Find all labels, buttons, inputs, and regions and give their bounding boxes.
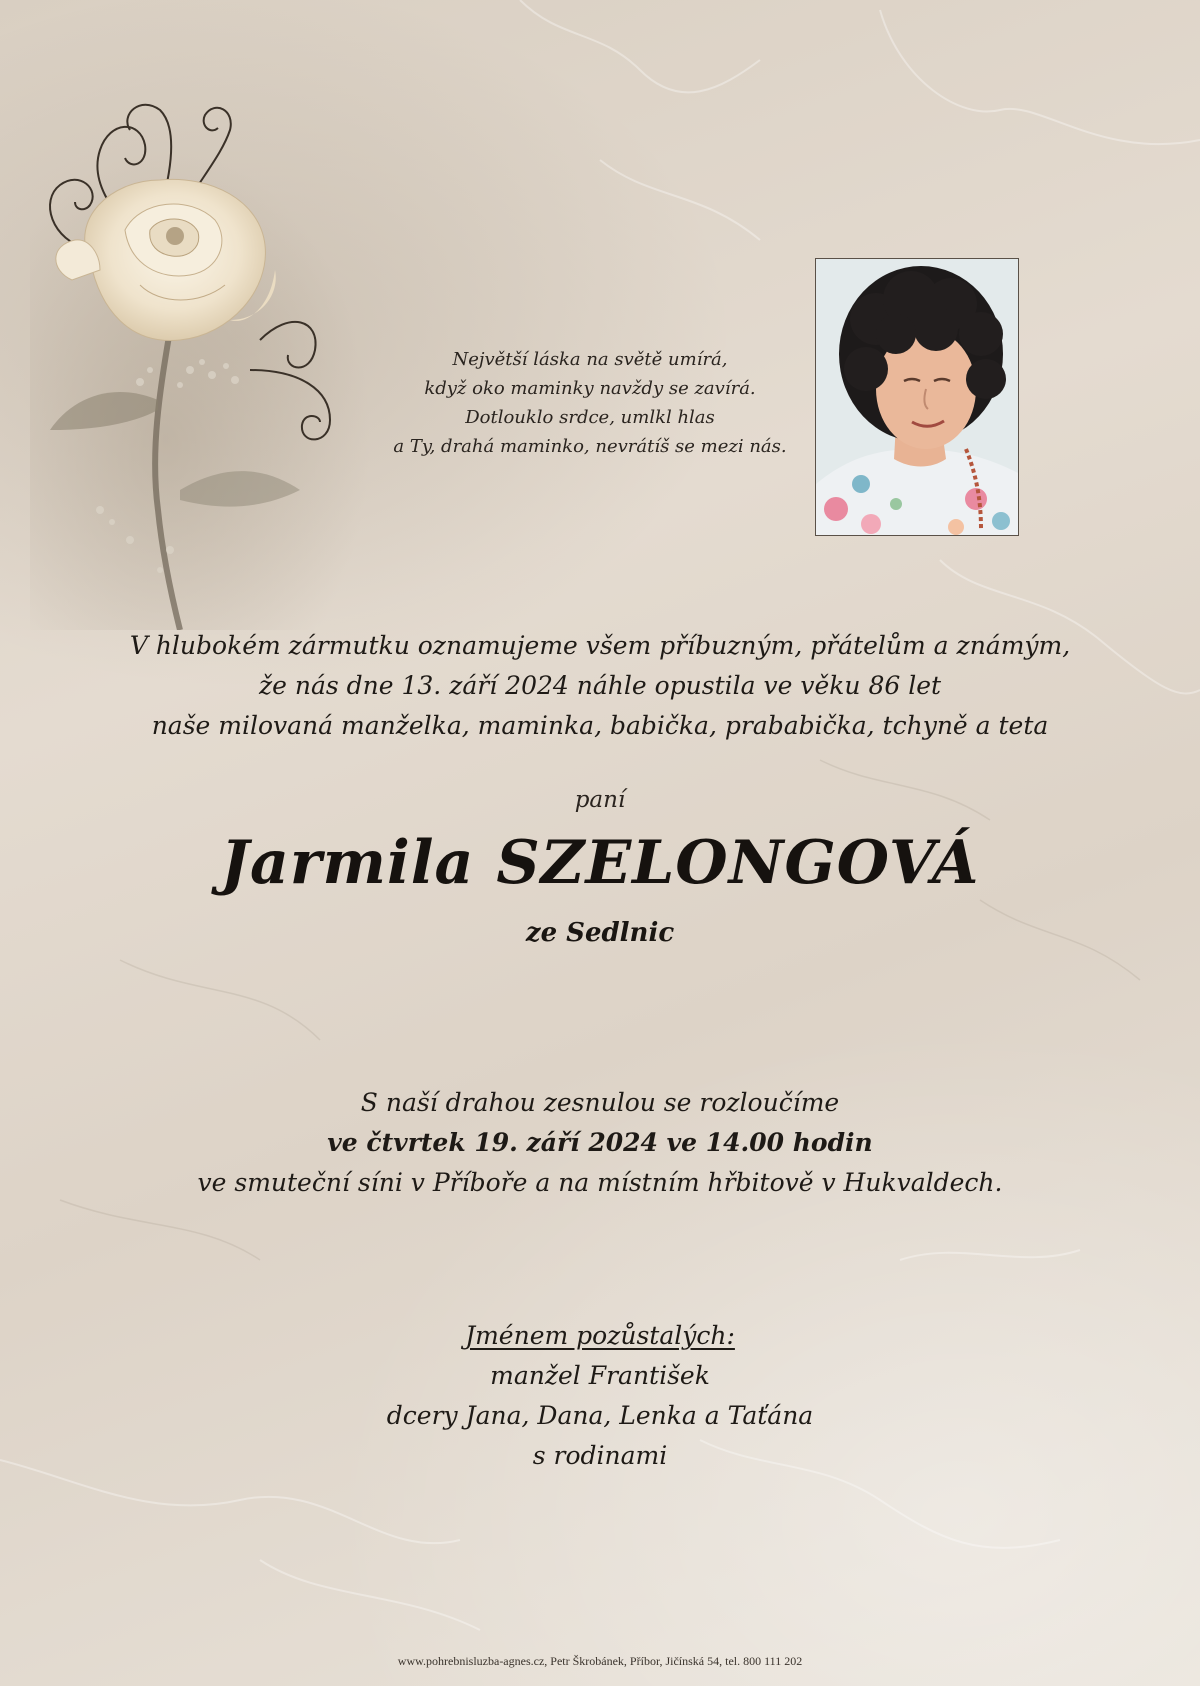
farewell-intro: S naší drahou zesnulou se rozloučíme xyxy=(360,1088,840,1117)
farewell-details xyxy=(100,1083,1100,1203)
mourners-heading: Jménem pozůstalých: xyxy=(465,1321,735,1350)
funeral-service-footer: www.pohrebnisluzba-agnes.cz, Petr Škrobánek, Příbor, Jičínská 54, tel. 800 111 202 xyxy=(397,1654,803,1668)
mourner-line: dcery Jana, Dana, Lenka a Taťána xyxy=(386,1401,814,1430)
honorific: paní xyxy=(574,787,626,813)
mourner-line: s rodinami xyxy=(532,1441,668,1470)
announcement-line: V hlubokém zármutku oznamujeme všem příbuzným, přátelům a známým, xyxy=(129,631,1071,660)
announcement-line: že nás dne 13. září 2024 náhle opustila ve věku 86 let xyxy=(258,671,942,700)
mourners-block xyxy=(300,1316,900,1476)
poem-line: a Ty, drahá maminko, nevrátíš se mezi nás. xyxy=(393,436,787,457)
deceased-origin: ze Sedlnic xyxy=(525,918,675,948)
poem-line: Největší láska na světě umírá, xyxy=(452,349,728,370)
announcement-text xyxy=(100,626,1100,746)
farewell-datetime: ve čtvrtek 19. září 2024 ve 14.00 hodin xyxy=(327,1128,873,1157)
portrait-photo xyxy=(815,258,1019,536)
poem-verse xyxy=(360,345,820,461)
farewell-location: ve smuteční síni v Příboře a na místním hřbitově v Hukvaldech. xyxy=(197,1168,1003,1197)
poem-line: když oko maminky navždy se zavírá. xyxy=(424,378,756,399)
announcement-line: naše milovaná manželka, maminka, babička, prababička, tchyně a teta xyxy=(151,711,1049,740)
deceased-name: Jarmila SZELONGOVÁ xyxy=(220,828,980,898)
rose-decoration xyxy=(30,70,390,630)
poem-line: Dotlouklo srdce, umlkl hlas xyxy=(465,407,715,428)
mourner-line: manžel František xyxy=(490,1361,710,1390)
